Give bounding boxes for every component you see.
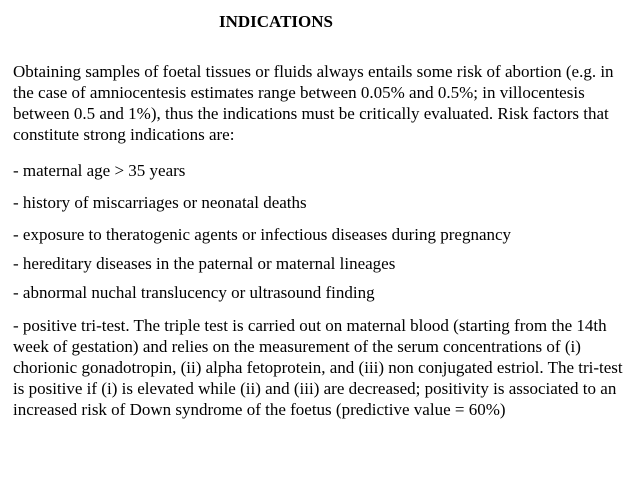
intro-paragraph: Obtaining samples of foetal tissues or fluids always entails some risk of abortion (e.g. in the case of amniocentesis estimates range between 0.05% and 0.5%; in villocentesis between 0.5 and 1%), thus the indications must be critically evaluated. Risk factors that constitute strong indications are: bbox=[13, 62, 614, 144]
indication-item-miscarriage-history: - history of miscarriages or neonatal deaths bbox=[13, 193, 307, 212]
indication-item-hereditary-diseases: - hereditary diseases in the paternal or maternal lineages bbox=[13, 254, 396, 273]
slide-title: INDICATIONS bbox=[219, 12, 333, 31]
indication-item-nuchal-translucency: - abnormal nuchal translucency or ultrasound finding bbox=[13, 283, 375, 302]
indication-item-maternal-age: - maternal age > 35 years bbox=[13, 161, 186, 180]
indication-item-tri-test: - positive tri-test. The triple test is carried out on maternal blood (starting from the 14th week of gestation) and relies on the measurement of the serum concentrations of (i) chorionic gonadotropin, (ii) alpha fetoprotein, and (iii) non conjugated estriol. The tri-test is positive if (i) is elevated while (ii) and (iii) are decreased; positivity is associated to an increased risk of Down syndrome of the foetus (predictive value = 60%) bbox=[13, 316, 623, 419]
indication-item-teratogen-exposure: - exposure to theratogenic agents or infectious diseases during pregnancy bbox=[13, 225, 512, 244]
